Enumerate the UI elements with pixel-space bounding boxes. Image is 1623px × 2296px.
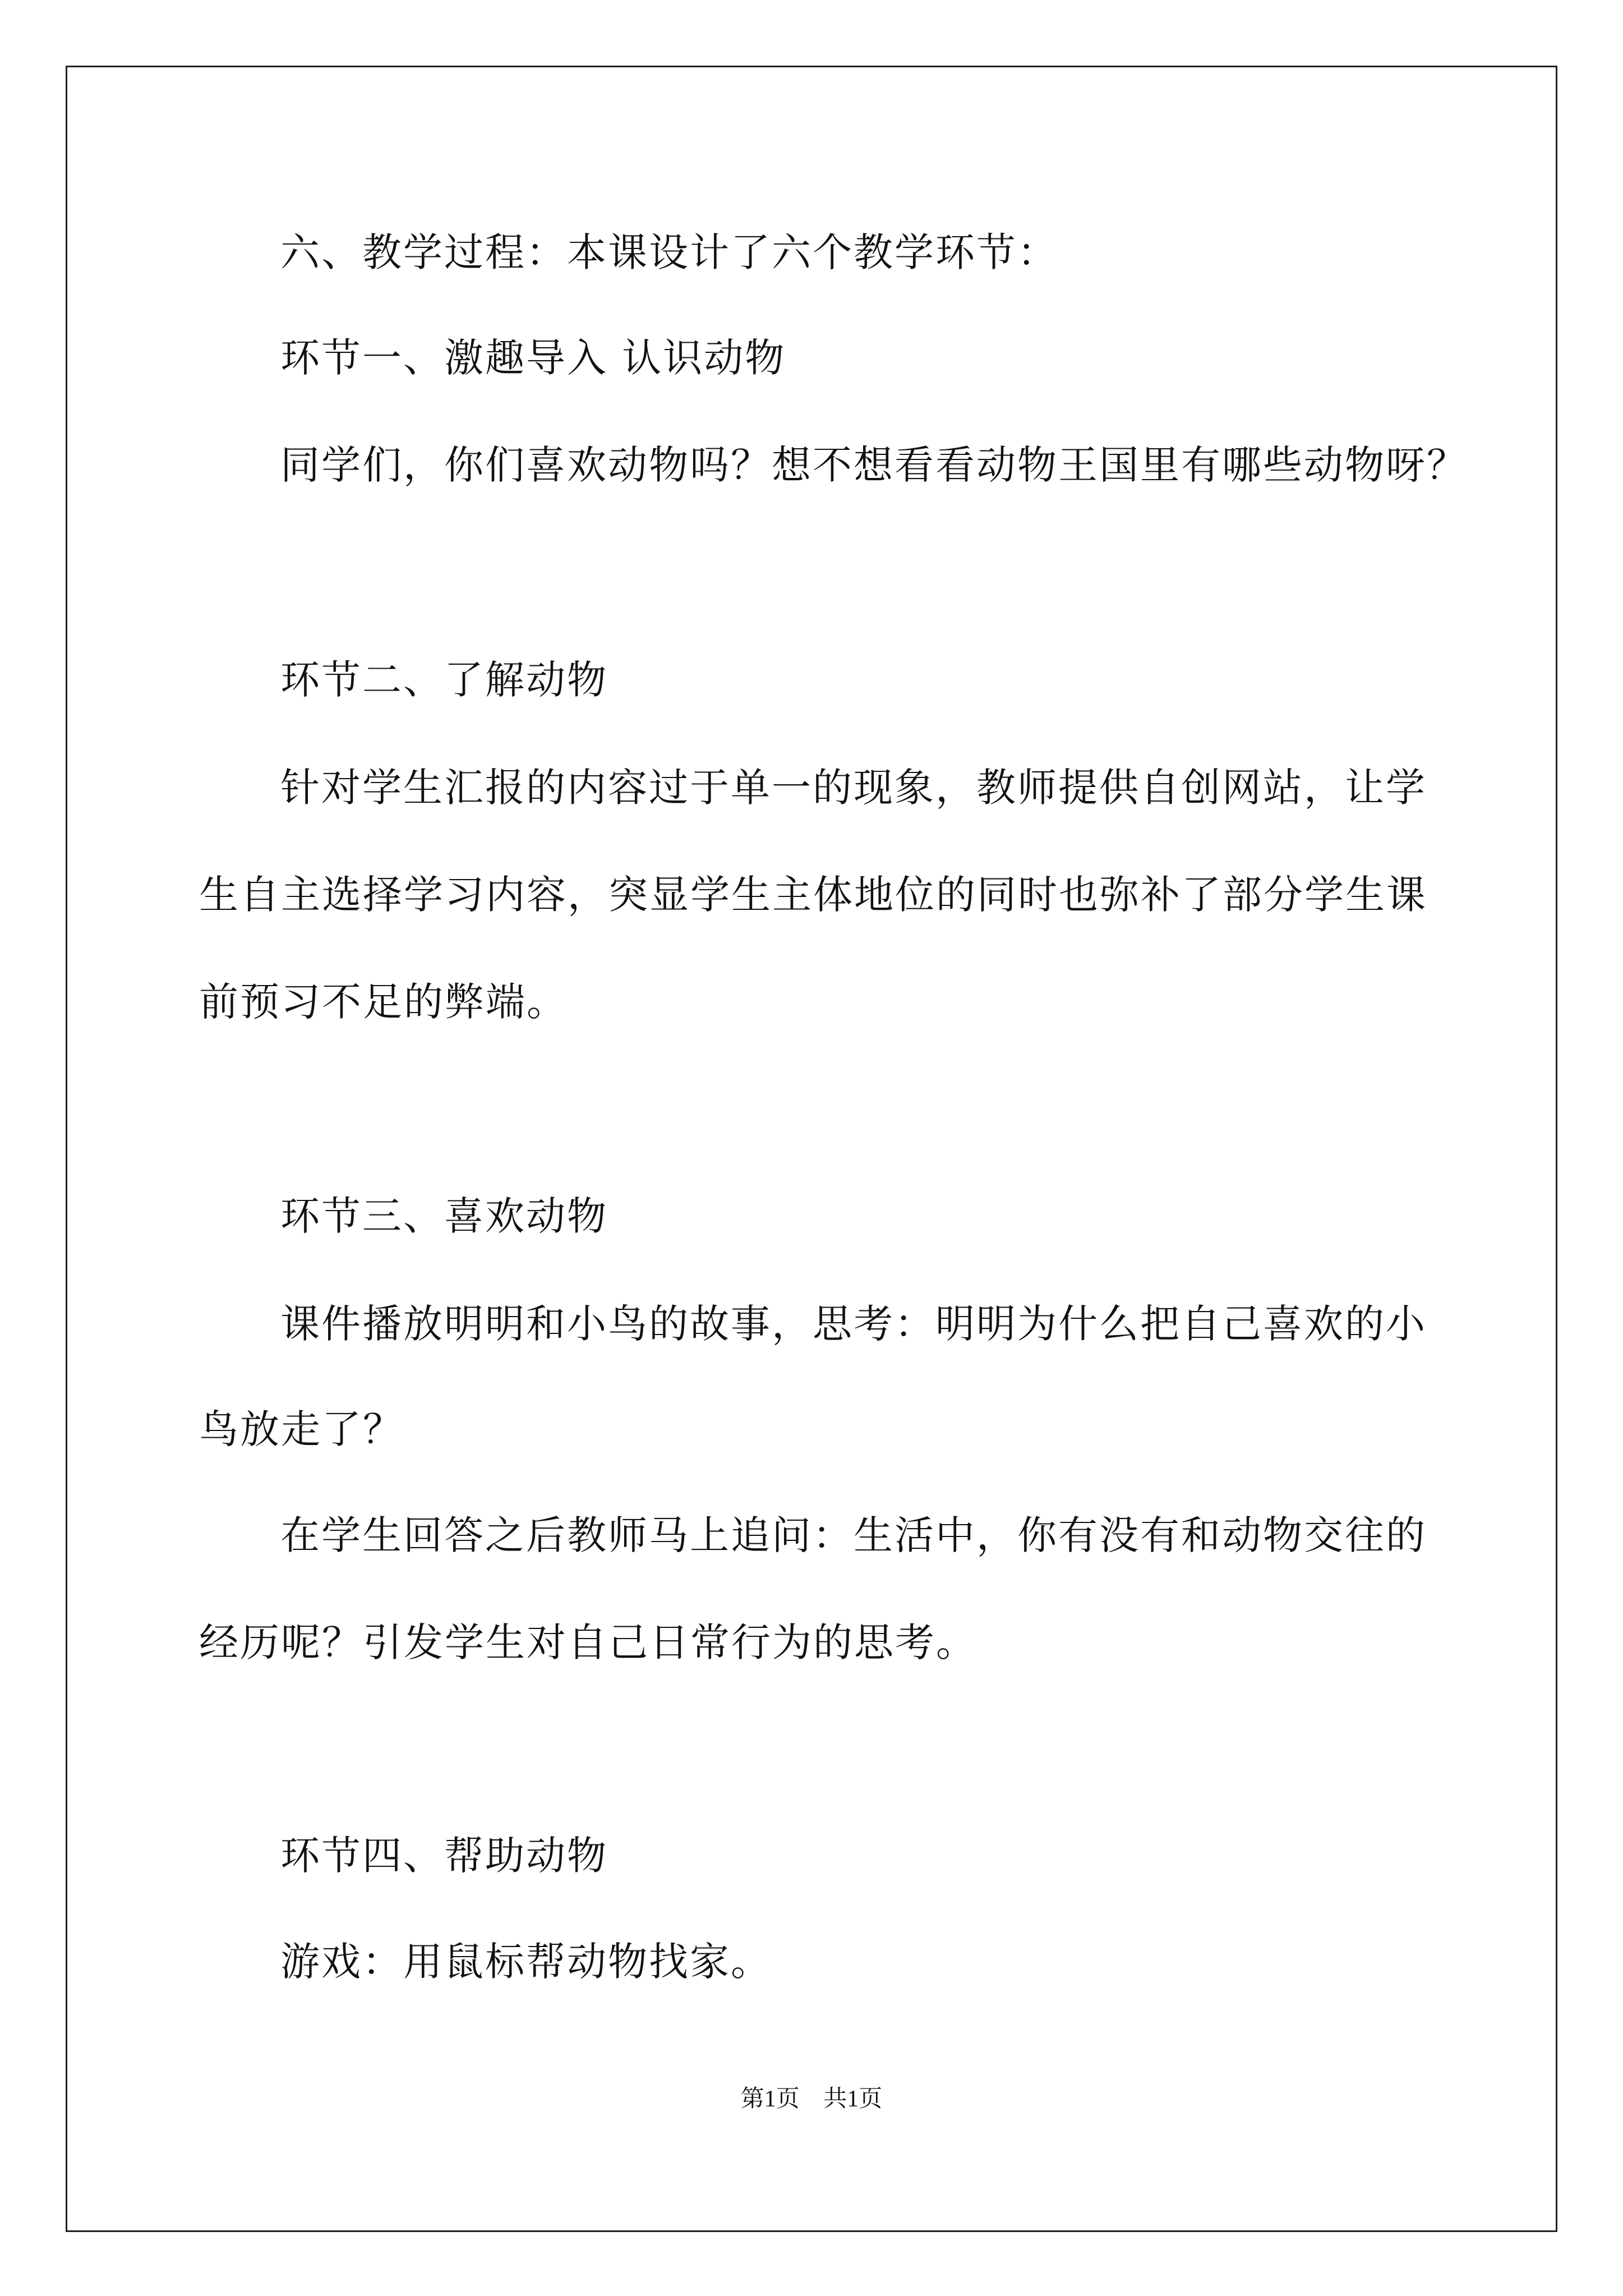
paragraph-line: 生自主选择学习内容，突显学生主体地位的同时也弥补了部分学生课 bbox=[199, 872, 1427, 918]
page-number-current: 第1页 bbox=[740, 2086, 800, 2112]
section-heading-process: 六、教学过程：本课设计了六个教学环节： bbox=[280, 229, 1058, 275]
paragraph-line: 针对学生汇报的内容过于单一的现象，教师提供自创网站，让学 bbox=[280, 765, 1427, 811]
section-heading-step-1: 环节一、激趣导入 认识动物 bbox=[280, 335, 786, 381]
paragraph-line: 经历呢？引发学生对自己日常行为的思考。 bbox=[199, 1619, 977, 1665]
paragraph-line: 在学生回答之后教师马上追问：生活中，你有没有和动物交往的 bbox=[280, 1512, 1427, 1558]
page-border bbox=[66, 66, 1557, 2232]
section-heading-step-2: 环节二、了解动物 bbox=[280, 657, 608, 703]
paragraph-line: 课件播放明明和小鸟的故事，思考：明明为什么把自己喜欢的小 bbox=[280, 1301, 1427, 1347]
page-footer bbox=[0, 2082, 1623, 2116]
section-heading-step-3: 环节三、喜欢动物 bbox=[280, 1193, 608, 1239]
paragraph-line: 鸟放走了？ bbox=[199, 1406, 404, 1452]
section-heading-step-4: 环节四、帮助动物 bbox=[280, 1833, 608, 1879]
paragraph-line: 同学们，你们喜欢动物吗？想不想看看动物王国里有哪些动物呀？ bbox=[280, 442, 1468, 488]
page-number-total: 共1页 bbox=[823, 2086, 883, 2112]
paragraph-line: 游戏：用鼠标帮动物找家。 bbox=[280, 1939, 772, 1985]
paragraph-line: 前预习不足的弊端。 bbox=[199, 979, 568, 1025]
